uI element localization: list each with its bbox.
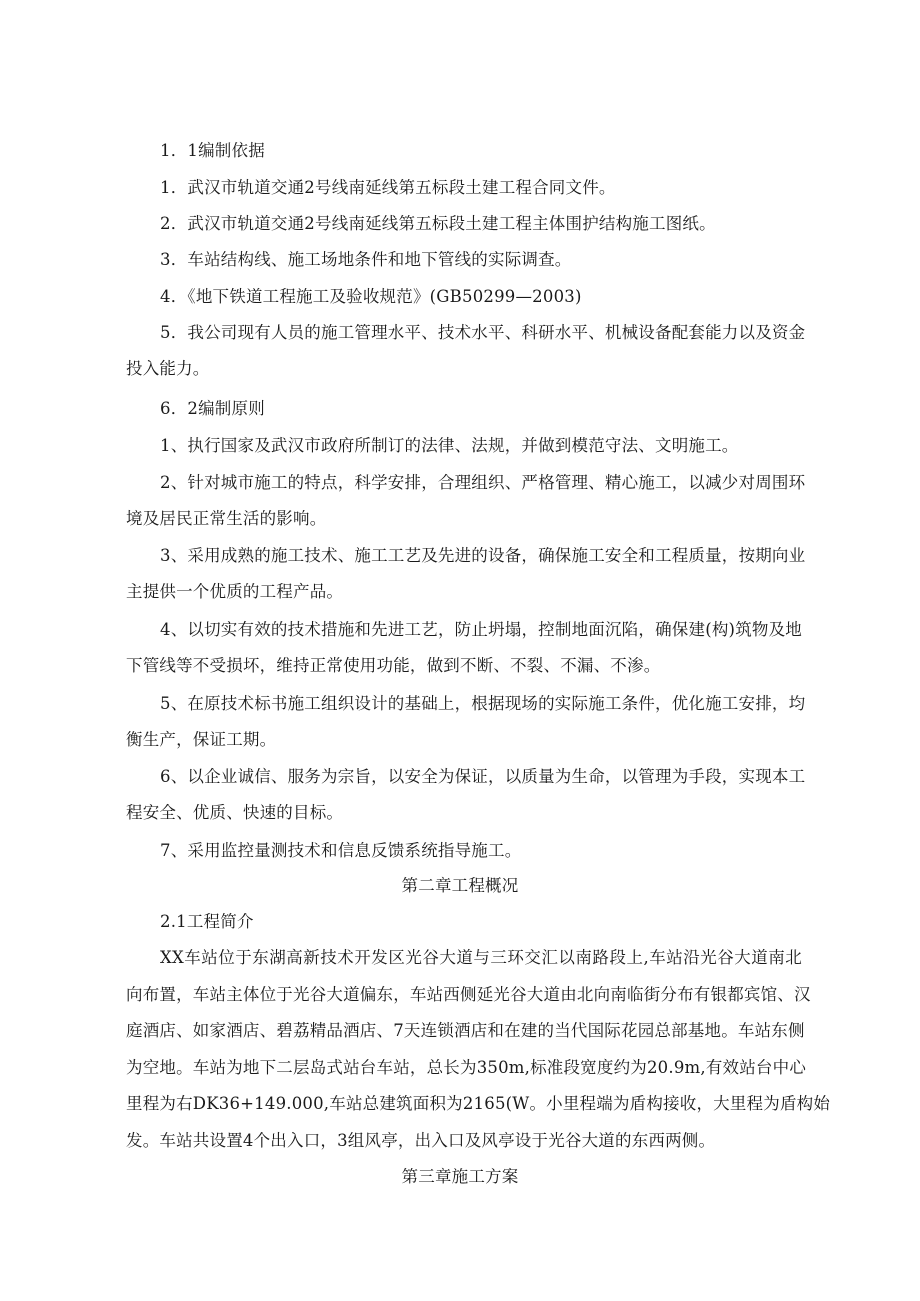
overview-line-6: 发。车站共设置4个出入口，3组风亭，出入口及风亭设于光谷大道的东西两侧。: [126, 1131, 716, 1150]
principle-item-5-cont: 衡生产，保证工期。: [126, 730, 277, 749]
chapter-3-title: 第三章施工方案: [401, 1167, 519, 1186]
basis-item-3: 3．车站结构线、施工场地条件和地下管线的实际调查。: [160, 250, 572, 269]
principle-item-6: 6、以企业诚信、服务为宗旨，以安全为保证，以质量为生命，以管理为手段，实现本工: [160, 767, 806, 786]
basis-item-1: 1．武汉市轨道交通2号线南延线第五标段土建工程合同文件。: [160, 178, 616, 197]
principle-item-6-cont: 程安全、优质、快速的目标。: [126, 803, 344, 822]
principle-item-7: 7、采用监控量测技术和信息反馈系统指导施工。: [160, 841, 522, 860]
principle-item-2: 2、针对城市施工的特点，科学安排，合理组织、严格管理、精心施工，以减少对周围环: [160, 473, 806, 492]
section-heading-2-1: 2.1工程简介: [160, 912, 254, 931]
principle-item-3-cont: 主提供一个优质的工程产品。: [126, 582, 344, 601]
overview-line-1: XX车站位于东湖高新技术开发区光谷大道与三环交汇以南路段上,车站沿光谷大道南北: [160, 948, 802, 967]
basis-item-4: 4．《地下铁道工程施工及验收规范》(GB50299—2003): [160, 287, 582, 306]
basis-item-5: 5．我公司现有人员的施工管理水平、技术水平、科研水平、机械设备配套能力以及资金: [160, 323, 806, 342]
principle-item-3: 3、采用成熟的施工技术、施工工艺及先进的设备，确保施工安全和工程质量，按期向业: [160, 546, 806, 565]
section-heading-1-2: 6．2编制原则: [160, 399, 265, 418]
basis-item-5-cont: 投入能力。: [126, 359, 210, 378]
overview-line-3: 庭酒店、如家酒店、碧荔精品酒店、7天连锁酒店和在建的当代国际花园总部基地。车站东侧: [126, 1021, 805, 1040]
overview-line-5: 里程为右DK36+149.000,车站总建筑面积为2165(W。小里程端为盾构接收，大里程为盾构始: [126, 1094, 831, 1113]
principle-item-1: 1、执行国家及武汉市政府所制订的法律、法规，并做到模范守法、文明施工。: [160, 436, 739, 455]
overview-line-4: 为空地。车站为地下二层岛式站台车站，总长为350m,标准段宽度约为20.9m,有效站台中心: [126, 1058, 807, 1077]
principle-item-4-cont: 下管线等不受损坏，维持正常使用功能，做到不断、不裂、不漏、不渗。: [126, 656, 661, 675]
chapter-2-title: 第二章工程概况: [401, 876, 519, 895]
principle-item-2-cont: 境及居民正常生活的影响。: [126, 509, 327, 528]
principle-item-5: 5、在原技术标书施工组织设计的基础上，根据现场的实际施工条件，优化施工安排，均: [160, 694, 806, 713]
section-heading-1-1: 1．1编制依据: [160, 141, 265, 160]
overview-line-2: 向布置，车站主体位于光谷大道偏东，车站西侧延光谷大道由北向南临街分布有银都宾馆、汉: [126, 985, 811, 1004]
basis-item-2: 2．武汉市轨道交通2号线南延线第五标段土建工程主体围护结构施工图纸。: [160, 214, 716, 233]
principle-item-4: 4、以切实有效的技术措施和先进工艺，防止坍塌，控制地面沉陷，确保建(构)筑物及地: [160, 620, 802, 639]
